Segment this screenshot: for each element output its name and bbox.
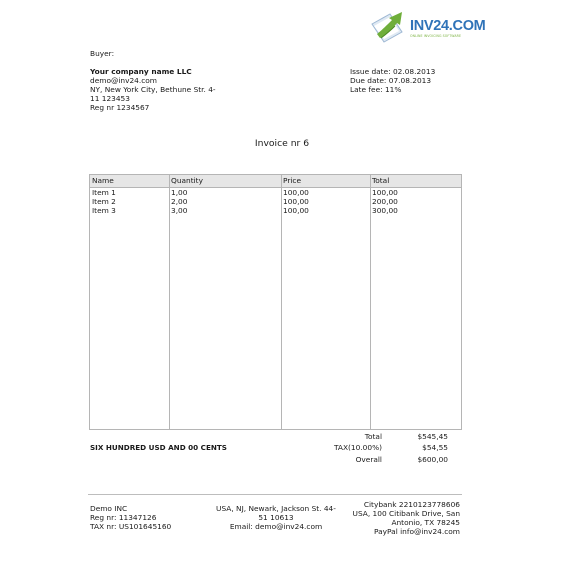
amount-in-words: SIX HUNDRED USD AND 00 CENTS — [90, 443, 227, 452]
footer-company-info — [90, 505, 171, 532]
invoice-title: Invoice nr 6 — [254, 138, 310, 149]
buyer-label: Buyer: — [90, 49, 115, 58]
cell-quantity: 2,00 — [171, 197, 188, 206]
late-fee: Late fee: 11% — [350, 84, 402, 94]
logo-icon — [368, 4, 410, 48]
column-header-total: Total — [370, 175, 461, 188]
footer-reg-number: Reg nr: 11347126 — [90, 512, 157, 522]
footer-company-name: Demo INC — [90, 504, 128, 513]
cell-name: Item 3 — [92, 206, 116, 215]
cell-name: Item 1 — [92, 188, 116, 197]
cell-total: 200,00 — [372, 197, 398, 206]
buyer-address-line2: 11 123453 — [90, 93, 130, 103]
cell-price: 100,00 — [283, 197, 309, 206]
overall-value: $600,00 — [417, 455, 448, 464]
footer-separator — [88, 494, 462, 495]
cell-price: 100,00 — [283, 188, 309, 197]
issue-date: Issue date: 02.08.2013 — [350, 67, 436, 76]
footer-tax-number: TAX nr: US101645160 — [90, 521, 172, 531]
cell-total: 100,00 — [372, 188, 398, 197]
column-header-quantity: Quantity — [169, 175, 281, 188]
column-header-name: Name — [90, 175, 169, 188]
footer-bank-address-line2: Antonio, TX 78245 — [391, 517, 460, 527]
overall-label: Overall — [355, 455, 382, 464]
buyer-company-name: Your company name LLC — [90, 67, 192, 76]
footer-bank-info — [336, 501, 460, 537]
invoice-dates — [350, 68, 435, 95]
buyer-email: demo@inv24.com — [90, 75, 157, 85]
tax-label: TAX(10.00%) — [333, 443, 382, 452]
footer-address-line2: 51 10613 — [258, 512, 294, 522]
company-logo — [368, 4, 486, 50]
buyer-reg-number: Reg nr 1234567 — [90, 102, 150, 112]
cell-name: Item 2 — [92, 197, 116, 206]
footer-email: Email: demo@inv24.com — [229, 521, 323, 531]
cell-total: 300,00 — [372, 206, 398, 215]
logo-text: INV24.COM — [410, 18, 486, 34]
items-table — [89, 174, 462, 430]
tax-value: $54,55 — [422, 443, 448, 452]
cell-quantity: 3,00 — [171, 206, 188, 215]
footer-bank-address-line1: USA, 100 Citibank Drive, San — [352, 508, 460, 518]
logo-tagline: ONLINE INVOICING SOFTWARE — [410, 34, 462, 38]
total-label: Total — [364, 432, 382, 441]
total-value: $545,45 — [417, 432, 448, 441]
buyer-details — [90, 68, 230, 112]
buyer-address-line1: NY, New York City, Bethune Str. 4- — [90, 84, 216, 94]
footer-address-info — [210, 505, 342, 532]
cell-price: 100,00 — [283, 206, 309, 215]
due-date: Due date: 07.08.2013 — [350, 75, 432, 85]
footer-address-line1: USA, NJ, Newark, Jackson St. 44- — [216, 504, 336, 513]
footer-bank: Citybank 2210123778606 — [363, 500, 460, 509]
column-header-price: Price — [281, 175, 370, 188]
footer-paypal: PayPal info@inv24.com — [374, 526, 460, 536]
cell-quantity: 1,00 — [171, 188, 188, 197]
